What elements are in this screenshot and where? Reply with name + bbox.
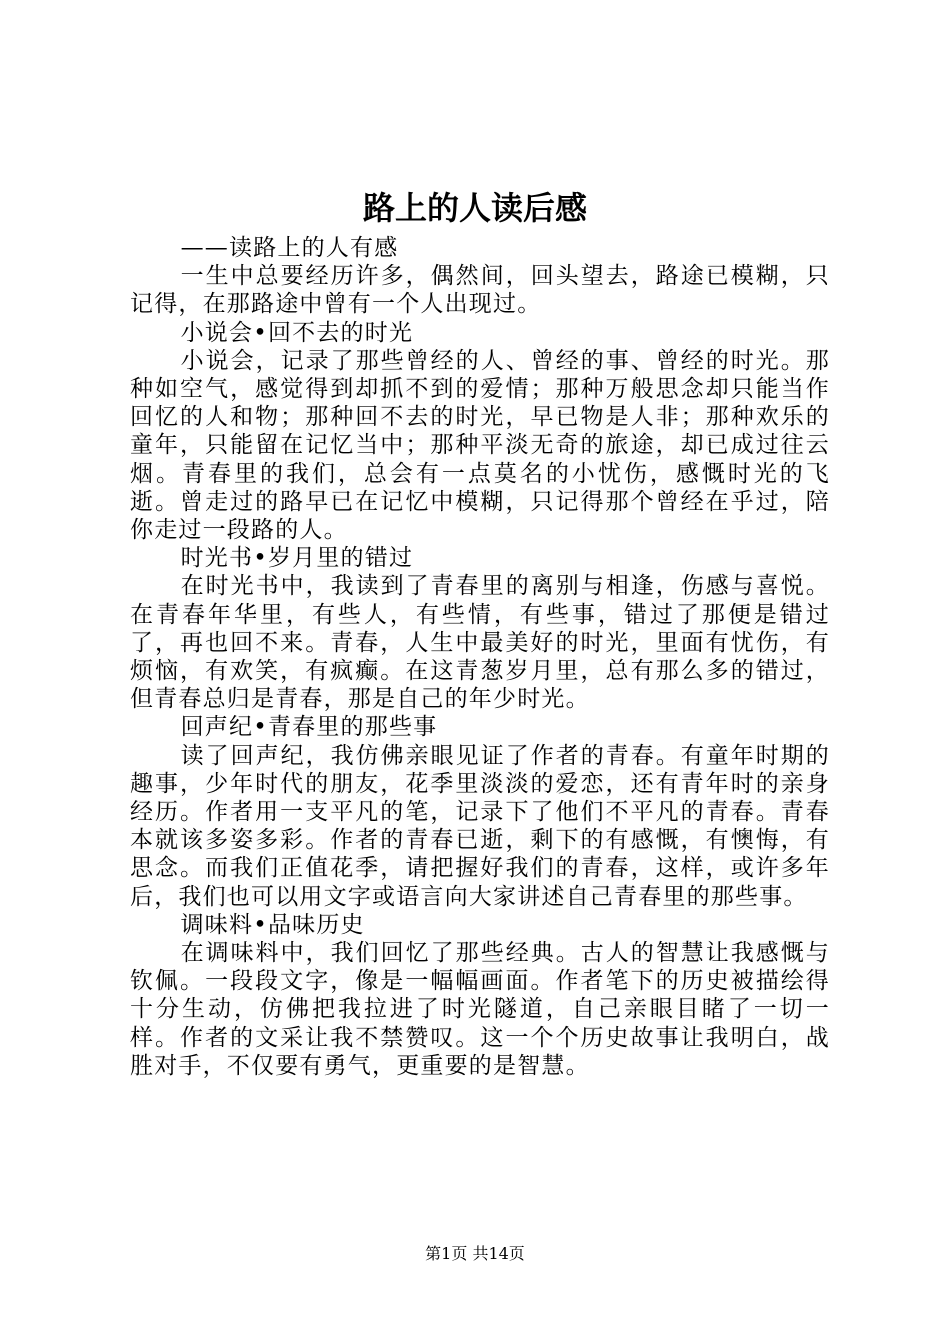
page-number-footer: 第1页 共14页 xyxy=(425,1244,525,1263)
subtitle: ——读路上的人有感 xyxy=(180,235,399,261)
paragraph: 读了回声纪，我仿佛亲眼见证了作者的青春。有童年时期的趣事，少年时代的朋友，花季里淡淡的爱恋，还有青年时的亲身经历。作者用一支平凡的笔，记录下了他们不平凡的青春。青春本就该多姿多彩。作者的青春已逝，剩下的有感慨，有懊悔，有思念。而我们正值花季，请把握好我们的青春，这样，或许多年后，我们也可以用文字或语言向大家讲述自己青春里的那些事。 xyxy=(130,742,830,910)
section-heading: 小说会•回不去的时光 xyxy=(180,319,414,346)
paragraph: 小说会，记录了那些曾经的人、曾经的事、曾经的时光。那种如空气，感觉得到却抓不到的爱情；那种万般思念却只能当作回忆的人和物；那种回不去的时光，早已物是人非；那种欢乐的童年，只能留在记忆当中；那种平淡无奇的旅途，却已成过往云烟。青春里的我们，总会有一点莫名的小忧伤，感慨时光的飞逝。曾走过的路早已在记忆中模糊，只记得那个曾经在乎过，陪你走过一段路的人。 xyxy=(130,347,830,544)
section-heading: 回声纪•青春里的那些事 xyxy=(180,714,438,741)
paragraph: 在时光书中，我读到了青春里的离别与相逢，伤感与喜悦。在青春年华里，有些人，有些情，有些事，错过了那便是错过了，再也回不来。青春，人生中最美好的时光，里面有忧伤，有烦恼，有欢笑，有疯癫。在这青葱岁月里，总有那么多的错过，但青春总归是青春，那是自己的年少时光。 xyxy=(130,573,830,713)
section-heading: 调味料•品味历史 xyxy=(180,911,365,938)
document-body xyxy=(130,234,830,1080)
document-title: 路上的人读后感 xyxy=(362,189,587,227)
paragraph: 一生中总要经历许多，偶然间，回头望去，路途已模糊，只记得，在那路途中曾有一个人出现过。 xyxy=(130,263,830,318)
section-heading: 时光书•岁月里的错过 xyxy=(180,545,414,572)
paragraph: 在调味料中，我们回忆了那些经典。古人的智慧让我感慨与钦佩。一段段文字，像是一幅幅画面。作者笔下的历史被描绘得十分生动，仿佛把我拉进了时光隧道，自己亲眼目睹了一切一样。作者的文采让我不禁赞叹。这一个个历史故事让我明白，战胜对手，不仅要有勇气，更重要的是智慧。 xyxy=(130,940,830,1079)
